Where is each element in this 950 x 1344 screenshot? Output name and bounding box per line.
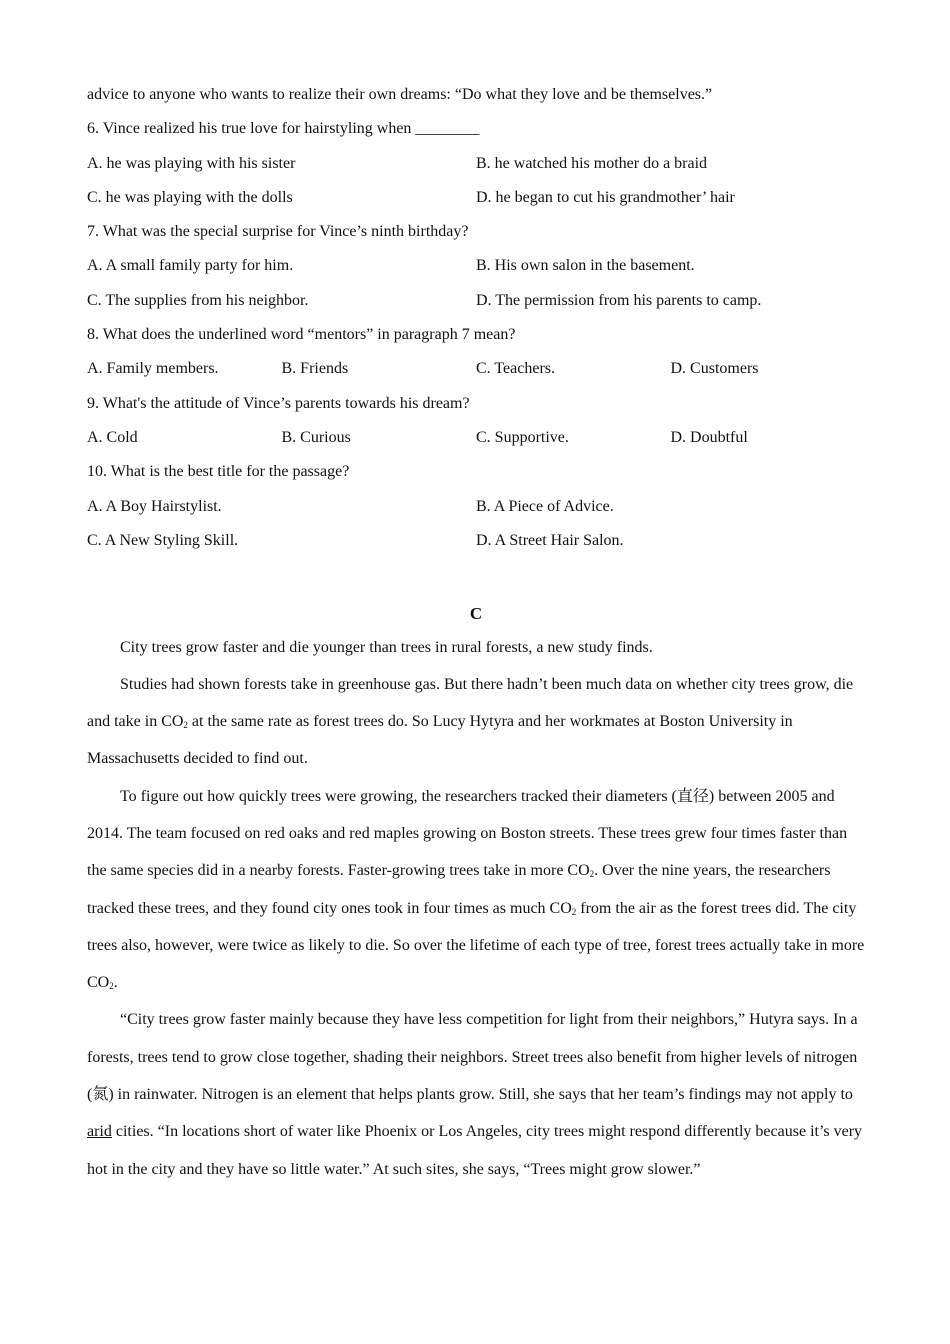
paragraph-3: [87, 778, 865, 1002]
option-8d: D. Customers: [670, 360, 759, 378]
option-10b: B. A Piece of Advice.: [476, 497, 614, 515]
question-9-options: [87, 421, 865, 455]
option-7b: B. His own salon in the basement.: [476, 257, 695, 275]
subscript: 2: [183, 720, 188, 731]
option-10d: D. A Street Hair Salon.: [476, 531, 624, 549]
intro-line: advice to anyone who wants to realize their own dreams: “Do what they love and be themselves.”: [87, 86, 713, 103]
paragraph-3-text-d: .: [113, 974, 118, 992]
paragraph-2-text-b: at the same rate as forest trees do. So Lucy Hytyra and her workmates at Boston University in Massachusetts decided to find out.: [87, 713, 793, 768]
option-10a: A. A Boy Hairstylist.: [87, 497, 222, 515]
paragraph-4: [87, 1001, 865, 1187]
paragraph-2: [87, 666, 865, 778]
option-8b: B. Friends: [281, 360, 349, 378]
option-8a: A. Family members.: [87, 360, 219, 378]
option-9a: A. Cold: [87, 428, 138, 446]
paragraph-3-text-c: from the air as the forest trees did. The city trees also, however, were twice as likely to die. So over the lifetime of each type of tree, forest trees actually take in more CO: [87, 899, 865, 992]
paragraph-3-text-a: To figure out how quickly trees were growing, the researchers tracked their diameters (直径) between 2005 and 2014. The team focused on red oaks and red maples growing on Boston streets. These trees grew four times faster than the same species did in a nearby forests. Faster-growing trees take in more CO: [87, 787, 848, 880]
paragraph-3-text-b: . Over the nine years, the researchers tracked these trees, and they found city ones took in four times as much CO: [87, 862, 831, 917]
document-page: [87, 78, 865, 1188]
option-9d: D. Doubtful: [670, 428, 748, 446]
question-6-options-row-1: [87, 147, 865, 181]
question-6-stem: 6. Vince realized his true love for hairstyling when ________: [87, 120, 480, 138]
question-10-options-row-2: [87, 524, 865, 558]
paragraph-4-text-a: “City trees grow faster mainly because they have less competition for light from their neighbors,” Hutyra says. In a forests, trees tend to grow close together, shading their neighbors. Street trees also benefit from higher levels of nitrogen (氮) in rainwater. Nitrogen is an element that helps plants grow. Still, she says that her team’s findings may not apply to: [87, 1011, 858, 1104]
question-7-options-row-1: [87, 249, 865, 283]
question-7-options-row-2: [87, 284, 865, 318]
option-7a: A. A small family party for him.: [87, 257, 294, 275]
section-gap: [87, 558, 865, 592]
option-7d: D. The permission from his parents to camp.: [476, 291, 762, 309]
paragraph-4-text-b: cities. “In locations short of water like Phoenix or Los Angeles, city trees might respond differently because it’s very hot in the city and they have so little water.” At such sites, she says, “Trees might grow slower.”: [87, 1123, 863, 1178]
question-9-stem: 9. What's the attitude of Vince’s parents towards his dream?: [87, 394, 470, 412]
option-7c: C. The supplies from his neighbor.: [87, 291, 309, 309]
option-6b: B. he watched his mother do a braid: [476, 154, 708, 172]
option-8c: C. Teachers.: [476, 360, 555, 378]
question-7-stem: 7. What was the special surprise for Vince’s ninth birthday?: [87, 223, 469, 241]
subscript: 2: [571, 906, 577, 917]
paragraph-2-text-a: Studies had shown forests take in greenhouse gas. But there hadn’t been much data on whether city trees grow, die and take in CO: [87, 675, 854, 731]
option-9b: B. Curious: [281, 428, 351, 446]
option-6d: D. he began to cut his grandmother’ hair: [476, 188, 735, 206]
question-10-stem: 10. What is the best title for the passage?: [87, 463, 350, 481]
paragraph-1: City trees grow faster and die younger than trees in rural forests, a new study finds.: [120, 639, 653, 657]
subscript: 2: [589, 869, 595, 880]
question-8-stem: 8. What does the underlined word “mentors” in paragraph 7 mean?: [87, 326, 516, 344]
option-10c: C. A New Styling Skill.: [87, 531, 239, 549]
option-6c: C. he was playing with the dolls: [87, 188, 293, 206]
option-6a: A. he was playing with his sister: [87, 154, 296, 172]
option-9c: C. Supportive.: [476, 428, 569, 446]
subscript: 2: [109, 981, 114, 992]
section-heading: C: [469, 604, 483, 624]
question-10-options-row-1: [87, 490, 865, 524]
question-6-options-row-2: [87, 181, 865, 215]
question-8-options: [87, 352, 865, 386]
underlined-word: arid: [87, 1123, 112, 1141]
